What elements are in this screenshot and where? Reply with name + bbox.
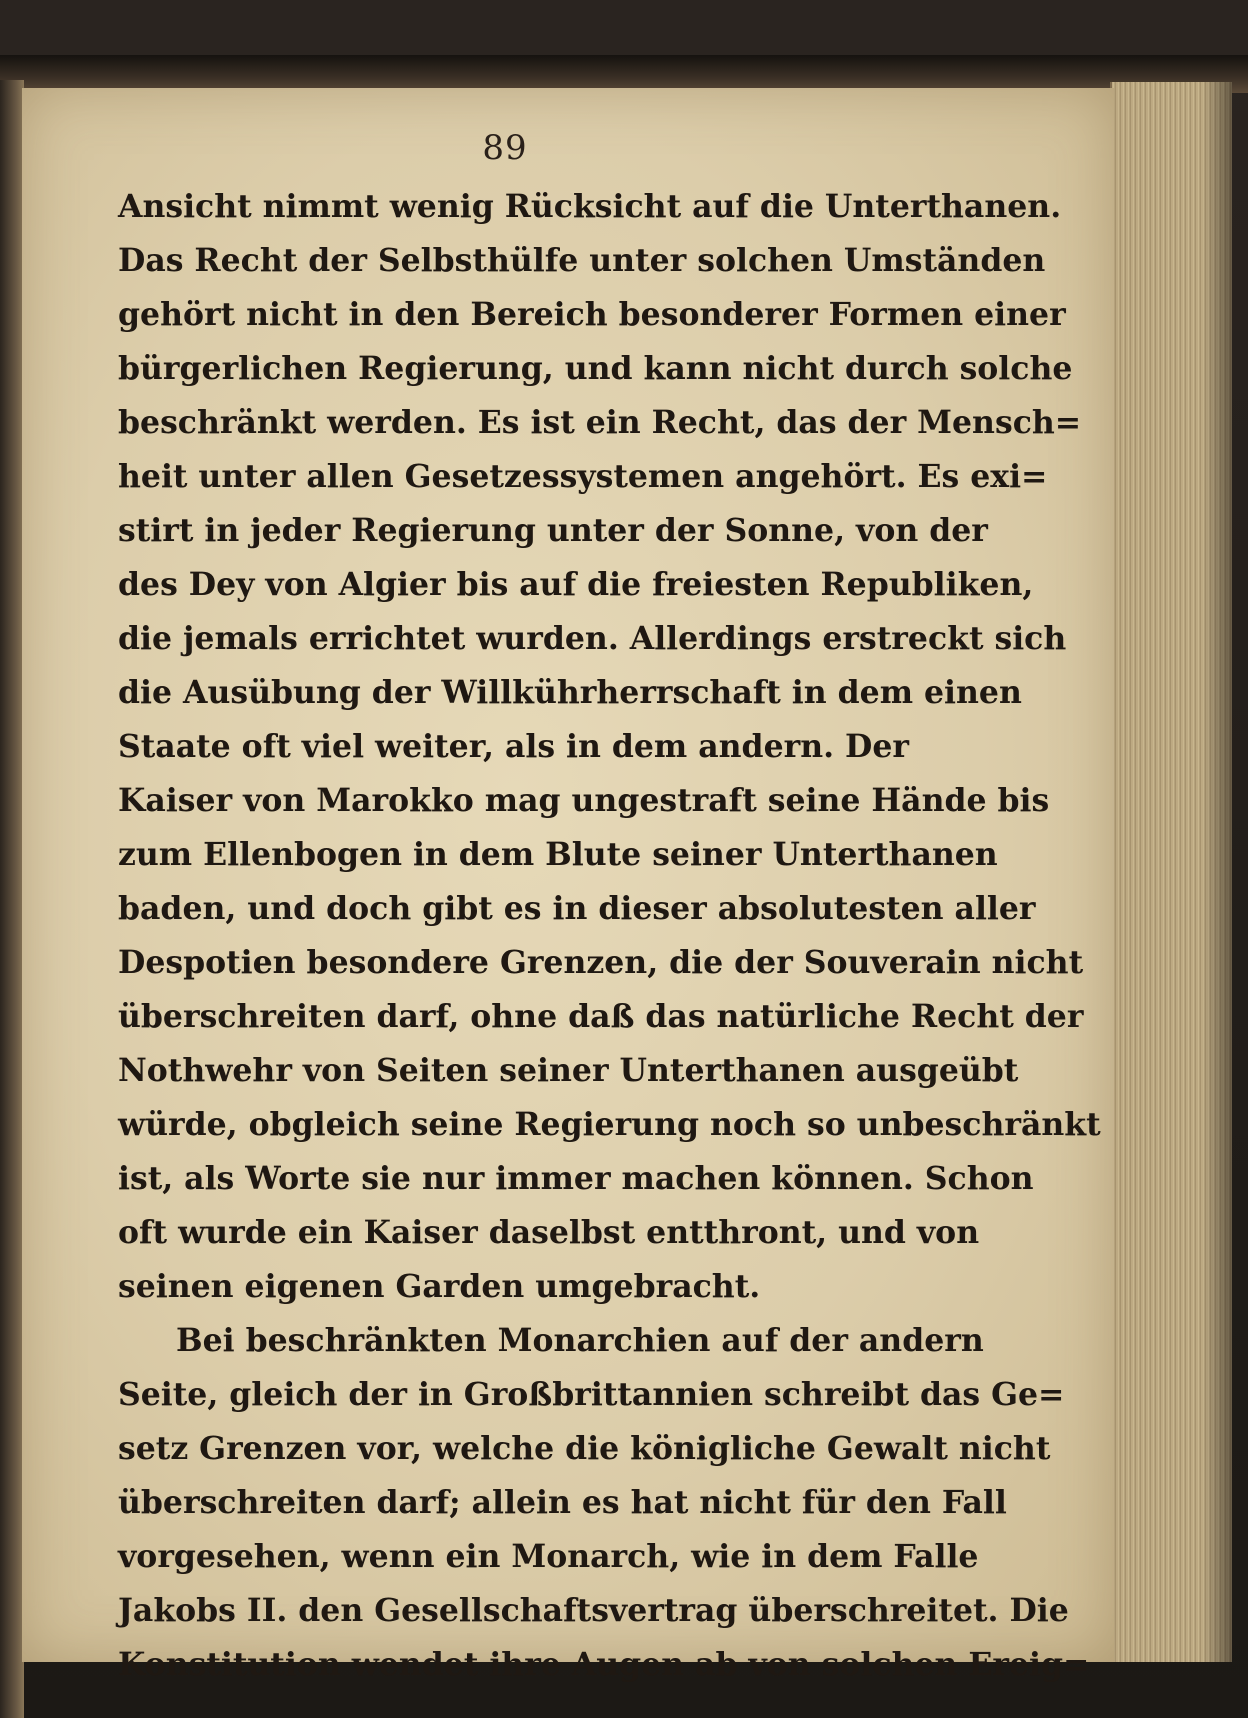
text-line: heit unter allen Gesetzessystemen angehört. Es exi= xyxy=(118,458,1048,495)
text-line: die Ausübung der Willkührherrschaft in dem einen xyxy=(118,674,1022,711)
book-binding-edge xyxy=(0,80,24,1718)
page-stack-edge xyxy=(1110,82,1232,1662)
text-line: setz Grenzen vor, welche die königliche Gewalt nicht xyxy=(118,1430,1051,1467)
text-line: Jakobs II. den Gesellschaftsvertrag überschreitet. Die xyxy=(118,1592,1069,1629)
text-line: Nothwehr von Seiten seiner Unterthanen ausgeübt xyxy=(118,1052,1019,1089)
text-line: seinen eigenen Garden umgebracht. xyxy=(118,1268,761,1305)
text-line: überschreiten darf, ohne daß das natürliche Recht der xyxy=(118,998,1084,1035)
text-line: Bei beschränkten Monarchien auf der andern xyxy=(176,1322,984,1359)
text-line: Despotien besondere Grenzen, die der Souverain nicht xyxy=(118,944,1084,981)
text-line: Staate oft viel weiter, als in dem andern. Der xyxy=(118,728,909,765)
text-line: gehört nicht in den Bereich besonderer Formen einer xyxy=(118,296,1066,333)
text-line: Kaiser von Marokko mag ungestraft seine Hände bis xyxy=(118,782,1050,819)
text-line: Seite, gleich der in Großbrittannien schreibt das Ge= xyxy=(118,1376,1065,1413)
text-line: stirt in jeder Regierung unter der Sonne, von der xyxy=(118,512,988,549)
text-line: bürgerlichen Regierung, und kann nicht durch solche xyxy=(118,350,1073,387)
text-line: Ansicht nimmt wenig Rücksicht auf die Unterthanen. xyxy=(118,188,1062,225)
text-line: zum Ellenbogen in dem Blute seiner Unterthanen xyxy=(118,836,998,873)
text-line: beschränkt werden. Es ist ein Recht, das der Mensch= xyxy=(118,404,1082,441)
text-line: vorgesehen, wenn ein Monarch, wie in dem Falle xyxy=(118,1538,979,1575)
text-line: oft wurde ein Kaiser daselbst entthront, und von xyxy=(118,1214,980,1251)
text-line: baden, und doch gibt es in dieser absolutesten aller xyxy=(118,890,1036,927)
text-line: Konstitution wendet ihre Augen ab von solchen Ereig= xyxy=(118,1646,1090,1683)
text-line: ist, als Worte sie nur immer machen können. Schon xyxy=(118,1160,1034,1197)
page-number: 89 xyxy=(482,128,528,168)
body-text xyxy=(118,180,1101,1692)
text-line: des Dey von Algier bis auf die freiesten Republiken, xyxy=(118,566,1034,603)
text-line: überschreiten darf; allein es hat nicht für den Fall xyxy=(118,1484,1007,1521)
text-line: die jemals errichtet wurden. Allerdings erstreckt sich xyxy=(118,620,1067,657)
text-line: würde, obgleich seine Regierung noch so unbeschränkt xyxy=(118,1106,1101,1143)
text-line: Das Recht der Selbsthülfe unter solchen Umständen xyxy=(118,242,1046,279)
